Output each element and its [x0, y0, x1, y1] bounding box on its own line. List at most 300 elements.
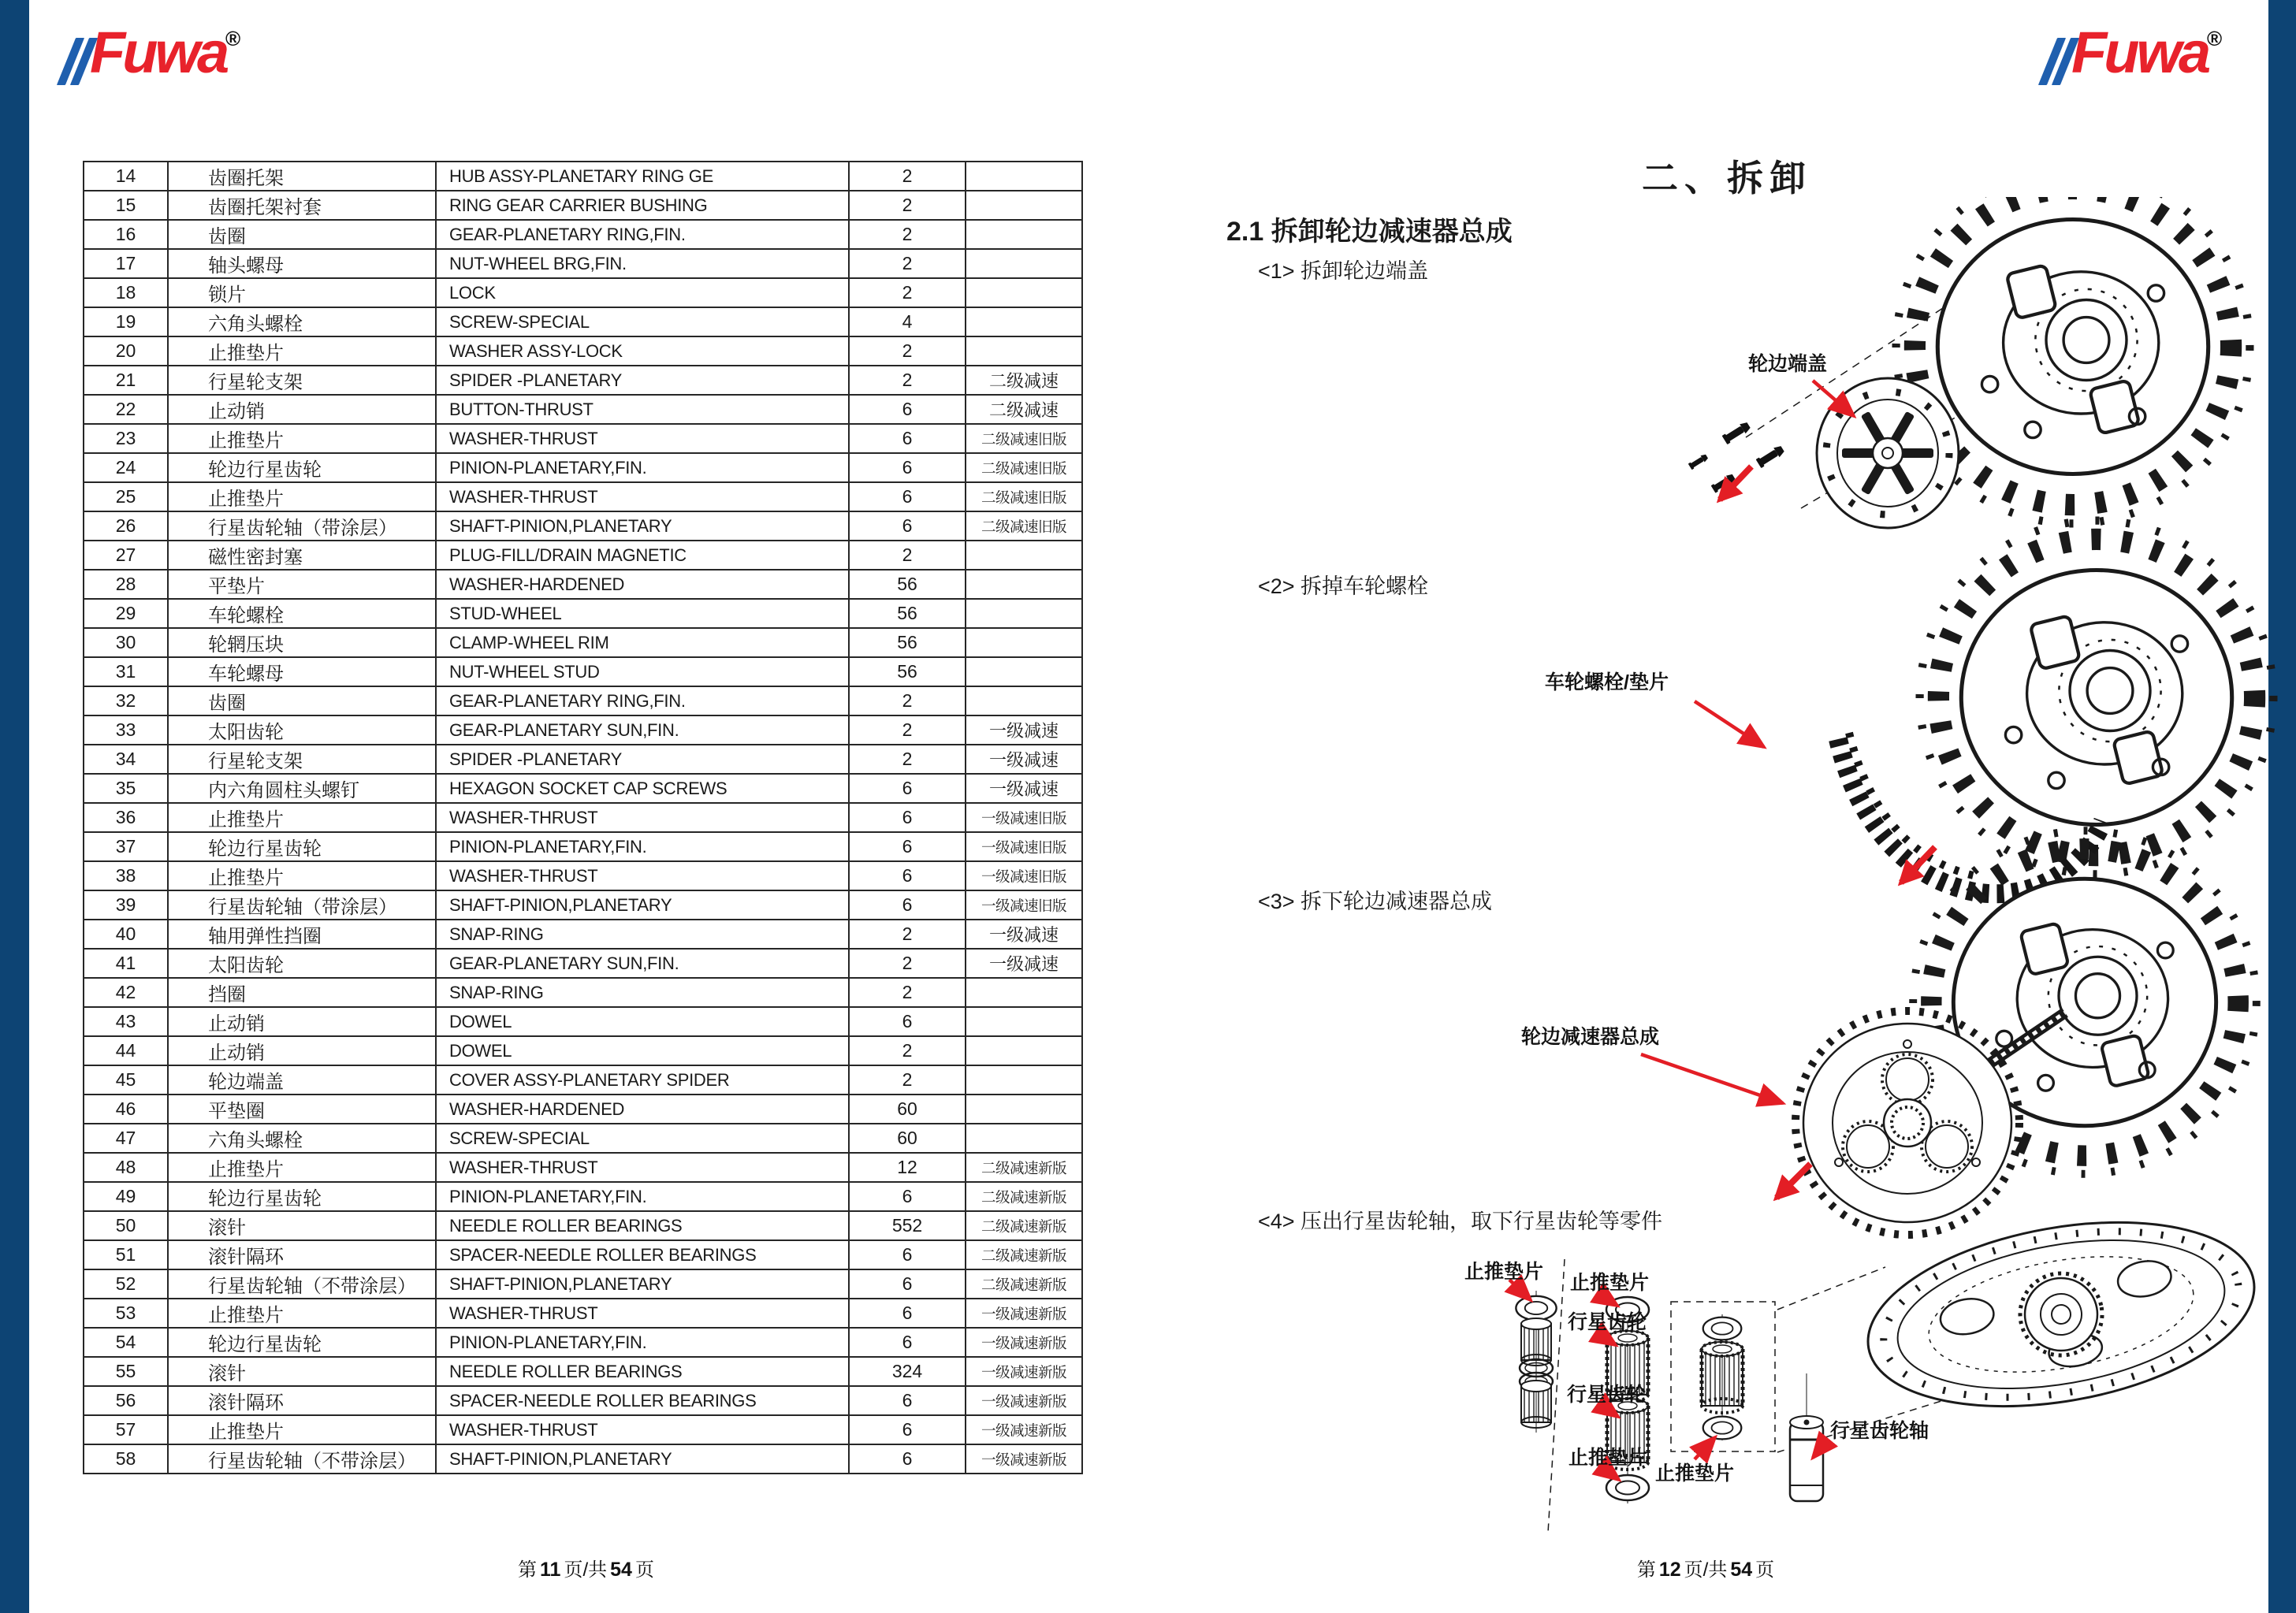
- cell-note: 一级减速: [966, 920, 1082, 949]
- label-arrow: [1695, 701, 1764, 747]
- cell-qty: 2: [849, 715, 966, 745]
- cell-note: 一级减速: [966, 949, 1082, 978]
- cell-en-name: DOWEL: [436, 1036, 849, 1065]
- cell-note: [966, 191, 1082, 220]
- table-row: [84, 1328, 1082, 1357]
- diagram-remove-studs: [1695, 521, 2273, 894]
- left-page-footer: 第 11 页/共 54 页: [518, 1559, 654, 1581]
- cell-cn-name: 滚针隔环: [168, 1240, 436, 1269]
- cell-qty: 2: [849, 686, 966, 715]
- table-row: [84, 628, 1082, 657]
- cell-qty: 2: [849, 1065, 966, 1095]
- diagram-remove-assembly: [1641, 831, 2257, 1235]
- cell-no: 15: [84, 191, 168, 220]
- cell-qty: 6: [849, 1269, 966, 1299]
- label-arrow: [1641, 1054, 1783, 1103]
- cell-cn-name: 止推垫片: [168, 424, 436, 453]
- cell-note: [966, 1124, 1082, 1153]
- cell-note: [966, 686, 1082, 715]
- cell-qty: 2: [849, 1036, 966, 1065]
- step-4: <4> 压出行星齿轮轴，取下行星齿轮等零件: [1258, 1210, 1663, 1233]
- cell-cn-name: 锁片: [168, 278, 436, 307]
- cell-qty: 2: [849, 191, 966, 220]
- table-row: [84, 920, 1082, 949]
- cell-no: 49: [84, 1182, 168, 1211]
- cell-en-name: SHAFT-PINION,PLANETARY: [436, 890, 849, 920]
- cell-qty: 552: [849, 1211, 966, 1240]
- table-row: [84, 861, 1082, 890]
- cell-qty: 6: [849, 832, 966, 861]
- table-row: [84, 1182, 1082, 1211]
- cell-no: 42: [84, 978, 168, 1007]
- cell-note: 二级减速旧版: [966, 453, 1082, 482]
- fuwa-logo: [65, 20, 262, 98]
- reducer-assembly-illustration: [1795, 1011, 2065, 1235]
- cell-qty: 6: [849, 511, 966, 541]
- table-row: [84, 890, 1082, 920]
- cell-no: 47: [84, 1124, 168, 1153]
- cell-note: 二级减速旧版: [966, 511, 1082, 541]
- cell-qty: 6: [849, 1328, 966, 1357]
- cell-en-name: GEAR-PLANETARY SUN,FIN.: [436, 949, 849, 978]
- cell-no: 26: [84, 511, 168, 541]
- table-row: [84, 249, 1082, 278]
- cell-en-name: WASHER-THRUST: [436, 1415, 849, 1444]
- table-row: [84, 220, 1082, 249]
- cell-note: 二级减速: [966, 366, 1082, 395]
- cell-qty: 56: [849, 628, 966, 657]
- cell-no: 40: [84, 920, 168, 949]
- cell-note: 二级减速新版: [966, 1153, 1082, 1182]
- cell-note: 二级减速: [966, 395, 1082, 424]
- planet-shaft-illustration: [1790, 1373, 1823, 1501]
- cell-no: 17: [84, 249, 168, 278]
- cell-en-name: HEXAGON SOCKET CAP SCREWS: [436, 774, 849, 803]
- cell-en-name: SPACER-NEEDLE ROLLER BEARINGS: [436, 1240, 849, 1269]
- cell-cn-name: 太阳齿轮: [168, 715, 436, 745]
- cell-qty: 2: [849, 541, 966, 570]
- cell-no: 31: [84, 657, 168, 686]
- parts-table-body: [84, 162, 1082, 1474]
- cell-en-name: WASHER-THRUST: [436, 424, 849, 453]
- table-row: [84, 1299, 1082, 1328]
- cell-no: 56: [84, 1386, 168, 1415]
- table-row: [84, 657, 1082, 686]
- table-row: [84, 1240, 1082, 1269]
- cell-qty: 6: [849, 395, 966, 424]
- callout-planet-shaft-label: 行星齿轮轴: [1830, 1420, 1929, 1442]
- cell-note: [966, 1036, 1082, 1065]
- cell-cn-name: 止推垫片: [168, 803, 436, 832]
- cell-en-name: WASHER-THRUST: [436, 1299, 849, 1328]
- cell-en-name: SHAFT-PINION,PLANETARY: [436, 1269, 849, 1299]
- cell-cn-name: 止动销: [168, 1036, 436, 1065]
- cell-en-name: PLUG-FILL/DRAIN MAGNETIC: [436, 541, 849, 570]
- cell-no: 14: [84, 162, 168, 191]
- cell-cn-name: 滚针: [168, 1211, 436, 1240]
- cell-en-name: WASHER ASSY-LOCK: [436, 336, 849, 366]
- cell-en-name: NUT-WHEEL STUD: [436, 657, 849, 686]
- table-row: [84, 978, 1082, 1007]
- cell-cn-name: 行星齿轮轴（不带涂层）: [168, 1444, 436, 1474]
- cell-no: 25: [84, 482, 168, 511]
- cell-qty: 2: [849, 920, 966, 949]
- table-row: [84, 424, 1082, 453]
- cell-note: 一级减速旧版: [966, 861, 1082, 890]
- cell-cn-name: 行星齿轮轴（不带涂层）: [168, 1269, 436, 1299]
- cell-no: 19: [84, 307, 168, 336]
- cell-note: 一级减速旧版: [966, 890, 1082, 920]
- cell-cn-name: 行星轮支架: [168, 366, 436, 395]
- callout-cover-label: 轮边端盖: [1748, 353, 1828, 375]
- cell-qty: 60: [849, 1095, 966, 1124]
- cell-en-name: SNAP-RING: [436, 920, 849, 949]
- cell-en-name: SCREW-SPECIAL: [436, 307, 849, 336]
- table-row: [84, 1357, 1082, 1386]
- cell-en-name: RING GEAR CARRIER BUSHING: [436, 191, 849, 220]
- cell-cn-name: 止推垫片: [168, 1153, 436, 1182]
- table-row: [84, 1007, 1082, 1036]
- cell-no: 30: [84, 628, 168, 657]
- cell-en-name: COVER ASSY-PLANETARY SPIDER: [436, 1065, 849, 1095]
- cell-cn-name: 内六角圆柱头螺钉: [168, 774, 436, 803]
- cell-en-name: WASHER-THRUST: [436, 861, 849, 890]
- cell-cn-name: 平垫片: [168, 570, 436, 599]
- cell-note: [966, 570, 1082, 599]
- table-row: [84, 366, 1082, 395]
- cell-no: 51: [84, 1240, 168, 1269]
- cell-note: [966, 1007, 1082, 1036]
- cell-en-name: PINION-PLANETARY,FIN.: [436, 1182, 849, 1211]
- cell-qty: 2: [849, 162, 966, 191]
- cell-no: 44: [84, 1036, 168, 1065]
- step-1: <1> 拆卸轮边端盖: [1258, 259, 1429, 283]
- cell-cn-name: 轮辋压块: [168, 628, 436, 657]
- cell-no: 55: [84, 1357, 168, 1386]
- table-row: [84, 949, 1082, 978]
- cell-note: [966, 1095, 1082, 1124]
- cell-cn-name: 行星齿轮轴（带涂层）: [168, 511, 436, 541]
- cell-no: 24: [84, 453, 168, 482]
- cell-cn-name: 六角头螺栓: [168, 1124, 436, 1153]
- cell-no: 50: [84, 1211, 168, 1240]
- table-row: [84, 803, 1082, 832]
- cell-qty: 2: [849, 249, 966, 278]
- table-row: [84, 686, 1082, 715]
- cell-cn-name: 止推垫片: [168, 1299, 436, 1328]
- cell-cn-name: 轮边行星齿轮: [168, 832, 436, 861]
- cell-note: [966, 599, 1082, 628]
- cell-qty: 6: [849, 890, 966, 920]
- logo-wordmark: Fuwa: [2071, 20, 2209, 85]
- cell-note: 一级减速: [966, 745, 1082, 774]
- cell-qty: 6: [849, 774, 966, 803]
- cell-note: [966, 978, 1082, 1007]
- table-row: [84, 541, 1082, 570]
- direction-arrow: [1777, 1164, 1810, 1198]
- cell-cn-name: 太阳齿轮: [168, 949, 436, 978]
- cell-en-name: SCREW-SPECIAL: [436, 1124, 849, 1153]
- cell-note: [966, 162, 1082, 191]
- cell-qty: 12: [849, 1153, 966, 1182]
- cell-qty: 6: [849, 1182, 966, 1211]
- callout-thrust-washer-label: 止推垫片: [1655, 1462, 1735, 1485]
- cell-qty: 2: [849, 278, 966, 307]
- cell-cn-name: 行星轮支架: [168, 745, 436, 774]
- cell-cn-name: 六角头螺栓: [168, 307, 436, 336]
- cell-qty: 2: [849, 366, 966, 395]
- cell-qty: 6: [849, 803, 966, 832]
- table-row: [84, 1415, 1082, 1444]
- cell-no: 16: [84, 220, 168, 249]
- left-page-border: [0, 0, 29, 1613]
- cell-no: 37: [84, 832, 168, 861]
- cell-qty: 2: [849, 949, 966, 978]
- cell-no: 43: [84, 1007, 168, 1036]
- fuwa-logo: [2046, 20, 2243, 98]
- cell-no: 54: [84, 1328, 168, 1357]
- cell-qty: 2: [849, 978, 966, 1007]
- cell-note: 一级减速新版: [966, 1357, 1082, 1386]
- cell-cn-name: 止动销: [168, 1007, 436, 1036]
- cell-en-name: SPIDER -PLANETARY: [436, 366, 849, 395]
- cell-en-name: PINION-PLANETARY,FIN.: [436, 832, 849, 861]
- table-row: [84, 162, 1082, 191]
- cell-qty: 56: [849, 599, 966, 628]
- table-row: [84, 1211, 1082, 1240]
- cell-en-name: PINION-PLANETARY,FIN.: [436, 453, 849, 482]
- cell-qty: 2: [849, 336, 966, 366]
- carrier-spider-illustration: [1854, 1195, 2269, 1434]
- table-row: [84, 1269, 1082, 1299]
- cell-en-name: NEEDLE ROLLER BEARINGS: [436, 1211, 849, 1240]
- cell-note: 二级减速新版: [966, 1240, 1082, 1269]
- section-title: 2.1 拆卸轮边减速器总成: [1226, 217, 1513, 247]
- cell-note: [966, 628, 1082, 657]
- table-row: [84, 482, 1082, 511]
- cell-note: [966, 220, 1082, 249]
- cell-note: [966, 307, 1082, 336]
- cell-no: 57: [84, 1415, 168, 1444]
- cell-note: [966, 278, 1082, 307]
- callout-thrust-washer-label: 止推垫片: [1570, 1272, 1650, 1294]
- cell-note: 二级减速新版: [966, 1211, 1082, 1240]
- cell-en-name: HUB ASSY-PLANETARY RING GE: [436, 162, 849, 191]
- cell-cn-name: 止推垫片: [168, 482, 436, 511]
- table-row: [84, 1095, 1082, 1124]
- cell-en-name: SHAFT-PINION,PLANETARY: [436, 1444, 849, 1474]
- cell-cn-name: 轴头螺母: [168, 249, 436, 278]
- cell-no: 52: [84, 1269, 168, 1299]
- right-page-footer: 第 12 页/共 54 页: [1636, 1559, 1775, 1581]
- cell-en-name: WASHER-THRUST: [436, 803, 849, 832]
- cell-qty: 2: [849, 220, 966, 249]
- cell-cn-name: 齿圈托架: [168, 162, 436, 191]
- cell-qty: 56: [849, 657, 966, 686]
- cell-cn-name: 齿圈: [168, 220, 436, 249]
- cell-cn-name: 车轮螺母: [168, 657, 436, 686]
- table-row: [84, 336, 1082, 366]
- cell-qty: 2: [849, 745, 966, 774]
- cell-no: 27: [84, 541, 168, 570]
- cell-note: 一级减速新版: [966, 1299, 1082, 1328]
- planet-gear-group-illustration: [1702, 1314, 1743, 1440]
- cell-note: 一级减速: [966, 774, 1082, 803]
- callout-assembly-label: 轮边减速器总成: [1521, 1026, 1660, 1048]
- table-row: [84, 570, 1082, 599]
- cell-qty: 6: [849, 1444, 966, 1474]
- cell-cn-name: 止动销: [168, 395, 436, 424]
- table-row: [84, 191, 1082, 220]
- disassembly-diagrams: [1143, 197, 2278, 1568]
- cell-no: 22: [84, 395, 168, 424]
- cell-no: 35: [84, 774, 168, 803]
- cell-cn-name: 滚针隔环: [168, 1386, 436, 1415]
- callout-planet-gear-label: 行星齿轮: [1567, 1384, 1647, 1406]
- cell-en-name: SPIDER -PLANETARY: [436, 745, 849, 774]
- cell-en-name: CLAMP-WHEEL RIM: [436, 628, 849, 657]
- cell-note: [966, 336, 1082, 366]
- cell-note: 一级减速新版: [966, 1386, 1082, 1415]
- cell-cn-name: 挡圈: [168, 978, 436, 1007]
- cell-note: [966, 657, 1082, 686]
- cell-qty: 6: [849, 424, 966, 453]
- cell-note: 一级减速旧版: [966, 832, 1082, 861]
- cell-cn-name: 止推垫片: [168, 336, 436, 366]
- cell-note: 一级减速旧版: [966, 803, 1082, 832]
- cell-qty: 6: [849, 1299, 966, 1328]
- cell-note: [966, 541, 1082, 570]
- cell-note: 二级减速旧版: [966, 482, 1082, 511]
- cell-cn-name: 磁性密封塞: [168, 541, 436, 570]
- cell-no: 18: [84, 278, 168, 307]
- cell-note: 二级减速新版: [966, 1182, 1082, 1211]
- cell-note: 一级减速新版: [966, 1444, 1082, 1474]
- cell-qty: 6: [849, 1386, 966, 1415]
- cell-en-name: LOCK: [436, 278, 849, 307]
- callout-planet-gear-label: 行星齿轮: [1568, 1311, 1647, 1333]
- needle-roller-stack-illustration: [1516, 1291, 1556, 1433]
- cell-en-name: WASHER-THRUST: [436, 1153, 849, 1182]
- cell-qty: 6: [849, 1007, 966, 1036]
- cell-no: 23: [84, 424, 168, 453]
- cell-note: [966, 249, 1082, 278]
- cell-no: 48: [84, 1153, 168, 1182]
- cell-cn-name: 轴用弹性挡圈: [168, 920, 436, 949]
- callout-thrust-washer-label: 止推垫片: [1464, 1261, 1544, 1283]
- cell-qty: 6: [849, 1240, 966, 1269]
- callout-thrust-washer-label: 止推垫片: [1568, 1447, 1648, 1469]
- cell-en-name: GEAR-PLANETARY SUN,FIN.: [436, 715, 849, 745]
- cell-en-name: STUD-WHEEL: [436, 599, 849, 628]
- cell-qty: 6: [849, 861, 966, 890]
- cell-en-name: WASHER-HARDENED: [436, 1095, 849, 1124]
- cell-en-name: GEAR-PLANETARY RING,FIN.: [436, 220, 849, 249]
- cell-no: 20: [84, 336, 168, 366]
- cell-cn-name: 齿圈托架衬套: [168, 191, 436, 220]
- cell-no: 28: [84, 570, 168, 599]
- cell-cn-name: 轮边行星齿轮: [168, 1182, 436, 1211]
- cell-qty: 324: [849, 1357, 966, 1386]
- cell-en-name: GEAR-PLANETARY RING,FIN.: [436, 686, 849, 715]
- table-row: [84, 745, 1082, 774]
- hub-illustration: [1920, 521, 2274, 875]
- cell-en-name: SPACER-NEEDLE ROLLER BEARINGS: [436, 1386, 849, 1415]
- cell-note: 二级减速新版: [966, 1269, 1082, 1299]
- callout-stud-label: 车轮螺栓/垫片: [1545, 671, 1669, 693]
- cell-en-name: WASHER-HARDENED: [436, 570, 849, 599]
- cell-no: 45: [84, 1065, 168, 1095]
- cell-cn-name: 轮边端盖: [168, 1065, 436, 1095]
- cell-qty: 6: [849, 453, 966, 482]
- cell-no: 34: [84, 745, 168, 774]
- table-row: [84, 395, 1082, 424]
- cell-en-name: PINION-PLANETARY,FIN.: [436, 1328, 849, 1357]
- registered-trademark-icon: ®: [225, 27, 241, 50]
- cell-en-name: DOWEL: [436, 1007, 849, 1036]
- cell-note: 二级减速旧版: [966, 424, 1082, 453]
- table-row: [84, 1124, 1082, 1153]
- step-3: <3> 拆下轮边减速器总成: [1258, 890, 1493, 913]
- cell-en-name: SNAP-RING: [436, 978, 849, 1007]
- cell-note: [966, 1065, 1082, 1095]
- cell-qty: 6: [849, 1415, 966, 1444]
- cell-cn-name: 滚针: [168, 1357, 436, 1386]
- cell-qty: 60: [849, 1124, 966, 1153]
- cell-no: 39: [84, 890, 168, 920]
- chapter-title: 二、拆卸: [1642, 158, 1812, 199]
- cell-qty: 4: [849, 307, 966, 336]
- cell-note: 一级减速: [966, 715, 1082, 745]
- cell-en-name: NEEDLE ROLLER BEARINGS: [436, 1357, 849, 1386]
- cell-cn-name: 轮边行星齿轮: [168, 453, 436, 482]
- step-2: <2> 拆掉车轮螺栓: [1258, 574, 1429, 598]
- table-row: [84, 307, 1082, 336]
- table-row: [84, 1386, 1082, 1415]
- cell-no: 21: [84, 366, 168, 395]
- cell-qty: 6: [849, 482, 966, 511]
- table-row: [84, 1065, 1082, 1095]
- cell-cn-name: 止推垫片: [168, 1415, 436, 1444]
- cell-note: 一级减速新版: [966, 1328, 1082, 1357]
- cell-en-name: WASHER-THRUST: [436, 482, 849, 511]
- cell-no: 46: [84, 1095, 168, 1124]
- cell-cn-name: 平垫圈: [168, 1095, 436, 1124]
- cell-no: 36: [84, 803, 168, 832]
- cell-no: 41: [84, 949, 168, 978]
- table-row: [84, 453, 1082, 482]
- table-row: [84, 832, 1082, 861]
- cell-no: 58: [84, 1444, 168, 1474]
- cell-no: 53: [84, 1299, 168, 1328]
- cell-cn-name: 止推垫片: [168, 861, 436, 890]
- parts-table: [83, 161, 1083, 1474]
- cell-cn-name: 车轮螺栓: [168, 599, 436, 628]
- cell-cn-name: 轮边行星齿轮: [168, 1328, 436, 1357]
- cell-cn-name: 行星齿轮轴（带涂层）: [168, 890, 436, 920]
- table-row: [84, 774, 1082, 803]
- cell-note: 一级减速新版: [966, 1415, 1082, 1444]
- table-row: [84, 511, 1082, 541]
- diagram-press-out-shafts: [1509, 1195, 2268, 1533]
- cell-en-name: SHAFT-PINION,PLANETARY: [436, 511, 849, 541]
- cell-no: 29: [84, 599, 168, 628]
- cell-no: 33: [84, 715, 168, 745]
- cell-no: 38: [84, 861, 168, 890]
- cell-cn-name: 齿圈: [168, 686, 436, 715]
- table-row: [84, 278, 1082, 307]
- registered-trademark-icon: ®: [2207, 27, 2223, 50]
